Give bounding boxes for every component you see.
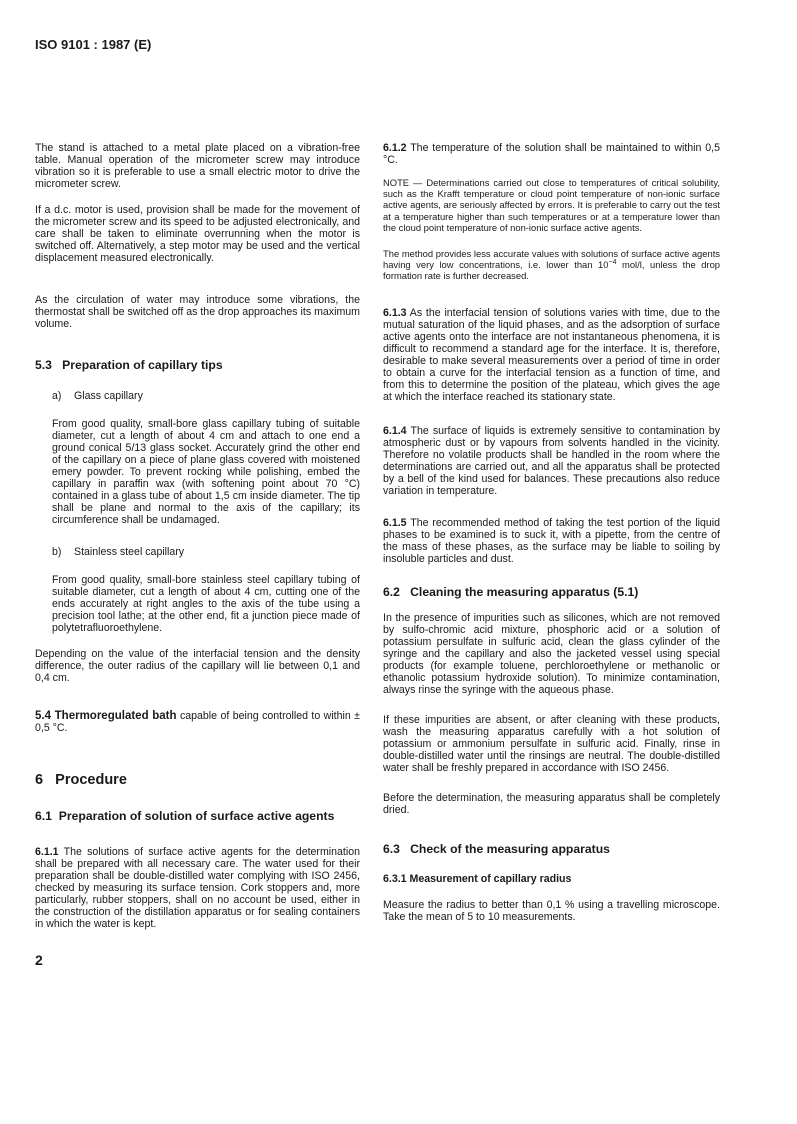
section-number: 6 [35, 772, 44, 788]
heading-6-3-1: 6.3.1 Measurement of capillary radius [383, 872, 572, 885]
section-title: Preparation of solution of surface active agents [58, 809, 335, 823]
paragraph-6-1-3 [383, 307, 720, 403]
heading-6-1 [35, 809, 335, 824]
heading-5-3 [35, 358, 360, 373]
paragraph-6-1-2 [383, 142, 720, 166]
section-title: Procedure [55, 772, 127, 788]
paragraph-dc-motor: If a d.c. motor is used, provision shall be made for the movement of the micrometer screw and its speed to be adjusted electronically, and care shall be taken to eliminate overrunning when the motor is switched off. Alternatively, a step motor may be used and the vertical displacement measured electronically. [35, 204, 360, 264]
item-title: Glass capillary [74, 390, 143, 402]
section-lead: 6.1.2 [383, 142, 407, 154]
heading-6 [35, 772, 360, 789]
section-number: 6.2 [383, 584, 400, 599]
item-title: Stainless steel capillary [74, 546, 185, 558]
section-title: Preparation of capillary tips [62, 358, 223, 372]
right-column [383, 142, 720, 923]
paragraph-stand: The stand is attached to a metal plate placed on a vibration-free table. Manual operation of the micrometer screw may introduce vibration so it is preferable to use a small electric motor to drive the micrometer screw. [35, 142, 360, 190]
section-lead: 6.1.4 [383, 424, 407, 437]
section-title: Cleaning the measuring apparatus (5.1) [410, 584, 639, 599]
paragraph-6-3-1: Measure the radius to better than 0,1 % using a travelling microscope. Take the mean of 5 to 10 measurements. [383, 898, 720, 923]
item-b-title [52, 546, 360, 558]
exponent: −4 [608, 259, 617, 267]
section-text: As the interfacial tension of solutions varies with time, due to the mutual saturation of the liquid phases, and as the adsorption of surface active agents onto the interface are not instantaneous phenomena, it is difficult to recommend a standard age for the interface. It is, therefore, desirable to make several measurements over a period of time in order to obtain a curve for the interfacial tension as a function of time, and from this to determine the position of the plateau, which gives the age at which the interface reached its stationary state. [383, 306, 720, 403]
section-lead: 6.1.1 [35, 846, 59, 858]
section-number: 6.1 [35, 809, 52, 823]
paragraph-6-1-5 [383, 517, 720, 565]
paragraph-method [383, 248, 720, 282]
paragraph-6-1-4 [383, 425, 720, 497]
paragraph-6-1-1 [35, 846, 360, 930]
section-number: 5.3 [35, 358, 52, 372]
section-number: 6.3 [383, 841, 400, 856]
text: mol/l, unless the drop formation rate is further decreased. [383, 259, 720, 282]
heading-6-3 [383, 842, 720, 857]
section-text: The solutions of surface active agents for the determination shall be prepared with all necessary care. The water used for their preparation shall be double-distilled water complying with ISO 2456, checked by measuring its surface tension. Cork stoppers and, more particularly, rubber stoppers, shall on no account be used, either in the construction of the distillation apparatus or for sealing containers in which the water is kept. [35, 846, 360, 930]
paragraph-5-4 [35, 710, 360, 734]
section-text: The recommended method of taking the test portion of the liquid phases to be examined is to suck it, with a pipette, from the centre of the mass of these phases, as the surface may be liable to soiling by insoluble particles and dust. [383, 516, 720, 565]
section-text: The temperature of the solution shall be maintained to within 0,5 °C. [383, 142, 720, 166]
section-text: capable of being controlled to within ± 0,5 °C. [35, 710, 360, 734]
paragraph-dried: Before the determination, the measuring apparatus shall be completely dried. [383, 791, 720, 816]
section-text: The surface of liquids is extremely sensitive to contamination by atmospheric dust or by vapours from solvents handled in the vicinity. Therefore no volatile products shall be handled in the room where the determinations are carried out, and all the apparatus shall be protected by a bell of the kind used for balances. These precautions also reduce variation in temperature. [383, 424, 720, 497]
section-title: Check of the measuring apparatus [410, 841, 610, 856]
section-lead: 6.1.5 [383, 516, 407, 529]
note: NOTE — Determinations carried out close to temperatures of critical solubility, such as the Krafft temperature or cloud point temperature of non-ionic surface active agents, are seriously affected by errors. It is preferable to carry out the test at a temperature higher than such temperatures or at a temperature lower than the cloud point temperature of non-ionic surface active agents. [383, 177, 720, 233]
paragraph-stainless-capillary: From good quality, small-bore stainless steel capillary tubing of suitable diameter, cut a length of about 4 cm, cutting one of the ends accurately at right angles to the axis of the tube using a precision tool lathe; at the other end, fit a junction piece made of polytetrafluoroethylene. [52, 574, 360, 634]
paragraph-no-impurities: If these impurities are absent, or after cleaning with these products, wash the measuring apparatus carefully with a hot solution of potassium or ammonium persulfate in sulfuric acid. Finally, rinse in double-distilled water until the rinsings are neutral. The double-distilled water shall be freshly prepared in accordance with ISO 2456. [383, 713, 720, 774]
left-column [35, 142, 360, 968]
section-lead: 6.1.3 [383, 306, 407, 319]
heading-6-2 [383, 585, 720, 600]
item-a-title [52, 390, 360, 402]
paragraph-impurities: In the presence of impurities such as silicones, which are not removed by sulfo-chromic acid mixture, phosphoric acid or a solution of potassium persulfate in sulfuric acid, clean the glass cylinder of the syringe and the capillary and also the jacketed vessel using special products (for example toluene, perchloroethylene or methanolic or ethanolic potassium hydroxide solution). To minimize contamination, always rinse the syringe with the aqueous phase. [383, 611, 720, 696]
text: The method provides less accurate values with solutions of surface active agents having very low concentrations, i.e. lower than 10 [383, 248, 720, 271]
item-label: b) [52, 546, 62, 558]
section-lead: 5.4 Thermoregulated bath [35, 710, 177, 722]
page-number: 2 [35, 952, 43, 968]
paragraph-depending: Depending on the value of the interfacial tension and the density difference, the outer radius of the capillary will lie between 0,1 and 0,4 cm. [35, 648, 360, 684]
paragraph-glass-capillary: From good quality, small-bore glass capillary tubing of suitable diameter, cut a length of about 4 cm and attach to one end a ground conical 5/13 glass socket. Accurately grind the other end of the capillary on a piece of plane glass covered with moistened emery powder. To prevent rocking while polishing, embed the capillary in paraffin wax (with softening point about 70 °C) contained in a glass tube of about 1,5 cm inside diameter. The tip shall be plane and normal to the axis of the capillary; its circumference shall be undamaged. [52, 418, 360, 526]
document-header: ISO 9101 : 1987 (E) [35, 37, 152, 52]
paragraph-circulation: As the circulation of water may introduce some vibrations, the thermostat shall be switched off as the drop approaches its maximum volume. [35, 294, 360, 330]
item-label: a) [52, 390, 62, 402]
